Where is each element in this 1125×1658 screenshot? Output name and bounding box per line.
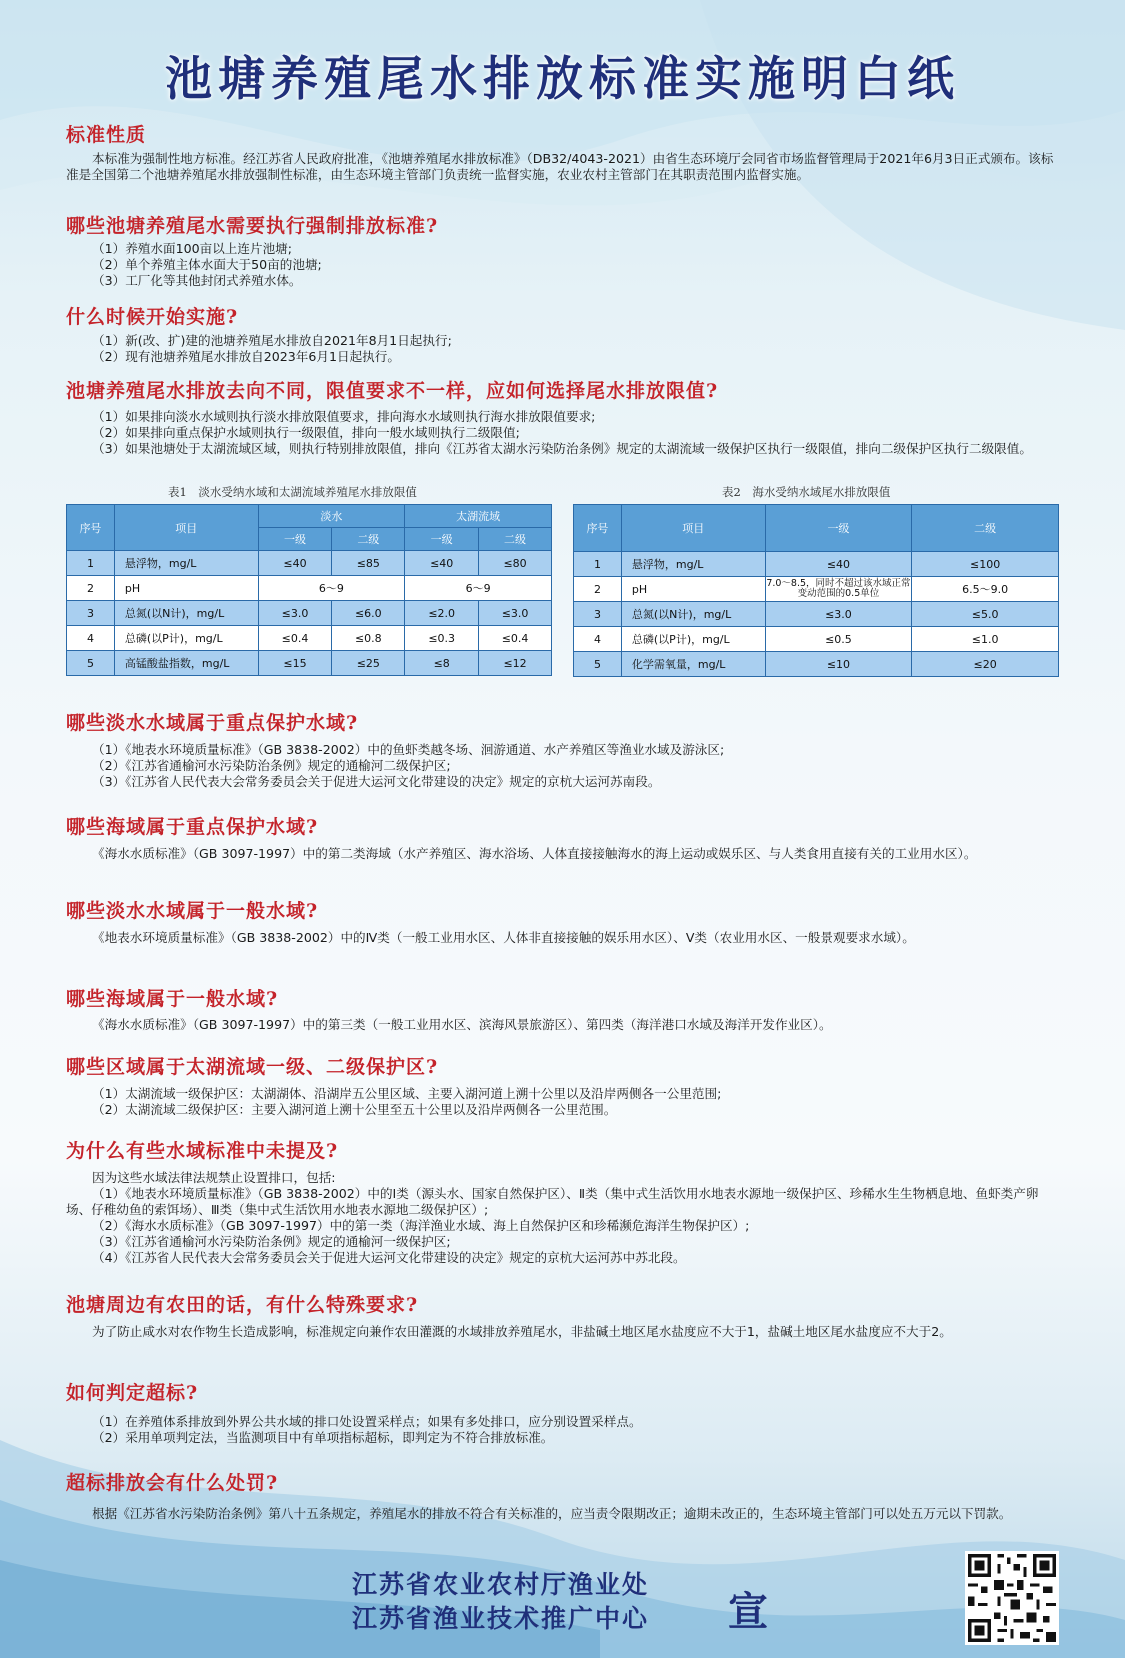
section-heading-nature: 标准性质 [66,124,147,146]
cell-no: 2 [574,577,622,602]
qr-code-icon[interactable] [965,1551,1059,1645]
table-row [574,552,1059,577]
list-item: （1）新(改、扩)建的池塘养殖尾水排放自2021年8月1日起执行; [92,333,452,348]
cell-no: 5 [67,651,115,676]
section-heading-exceed: 如何判定超标? [66,1382,199,1404]
cell-value: 6～9 [258,576,405,601]
col-header-level2: 二级 [912,505,1059,552]
cell-no: 4 [67,626,115,651]
table-row [574,627,1059,652]
list-item: （2）《海水水质标准》（GB 3097-1997）中的第一类（海洋渔业水域、海上自然保护区和珍稀濒危海洋生物保护区）; [92,1218,750,1233]
cell-value: ≤10 [765,652,912,677]
col-header-no: 序号 [67,505,115,551]
section-text: 《地表水环境质量标准》（GB 3838-2002）中的Ⅳ类（一般工业用水区、人体非直接接触的娱乐用水区）、Ⅴ类（农业用水区、一般景观要求水域）。 [92,930,915,945]
section-body-sea-general [66,1017,1060,1033]
cell-value: 7.0～8.5，同时不超过该水域正常变动范围的0.5单位 [765,577,912,602]
col-header-item: 项目 [114,505,258,551]
list-item: （1）太湖流域一级保护区：太湖湖体、沿湖岸五公里区域、主要入湖河道上溯十公里以及沿岸两侧各一公里范围; [92,1086,722,1101]
col-header-fresh: 淡水 [258,505,405,528]
cell-no: 2 [67,576,115,601]
section-body-nature [66,151,1060,183]
section-text: 《海水水质标准》（GB 3097-1997）中的第三类（一般工业用水区、滨海风景旅游区）、第四类（海洋港口水域及海洋开发作业区）。 [92,1017,832,1032]
cell-no: 1 [574,552,622,577]
footer-org2: 江苏省渔业技术推广中心 [352,1604,650,1633]
seawater-limits-table [573,504,1059,677]
list-item: （3）《江苏省人民代表大会常务委员会关于促进大运河文化带建设的决定》规定的京杭大运河苏南段。 [92,774,661,789]
table-row [67,551,552,576]
taihu-zones-list [66,1086,1060,1118]
cell-value: ≤80 [479,551,552,576]
freshwater-limits-table [66,504,552,676]
cell-no: 3 [574,602,622,627]
section-body-farmland [66,1324,1060,1340]
not-mentioned-intro [66,1170,1060,1186]
section-body-penalty [66,1506,1060,1522]
when-list [66,333,1060,365]
section-heading-fresh-key: 哪些淡水水域属于重点保护水域? [66,712,359,734]
col-header-level2: 二级 [479,528,552,551]
table-row [67,651,552,676]
list-item: （2）《江苏省通榆河水污染防治条例》规定的通榆河二级保护区; [92,758,451,773]
cell-value: ≤15 [258,651,332,676]
section-text: 根据《江苏省水污染防治条例》第八十五条规定，养殖尾水的排放不符合有关标准的，应当责令限期改正；逾期未改正的，生态环境主管部门可以处五万元以下罚款。 [92,1506,1012,1521]
cell-value: 6～9 [405,576,552,601]
section-heading-scope: 哪些池塘养殖尾水需要执行强制排放标准? [66,215,439,237]
section-text: 因为这些水域法律法规禁止设置排口，包括: [92,1170,336,1185]
cell-item: 化学需氧量，mg/L [621,652,765,677]
list-item: （3）《江苏省通榆河水污染防治条例》规定的通榆河一级保护区; [92,1234,451,1249]
col-header-no: 序号 [574,505,622,552]
cell-no: 5 [574,652,622,677]
cell-value: ≤0.4 [258,626,332,651]
cell-no: 4 [574,627,622,652]
cell-value: ≤40 [258,551,332,576]
cell-value: ≤12 [479,651,552,676]
col-header-level2: 二级 [332,528,405,551]
cell-no: 1 [67,551,115,576]
cell-value: ≤100 [912,552,1059,577]
section-heading-taihu-zones: 哪些区域属于太湖流域一级、二级保护区? [66,1056,439,1078]
cell-value: ≤3.0 [765,602,912,627]
cell-value: ≤1.0 [912,627,1059,652]
scope-list [66,241,1060,289]
list-item: （4）《江苏省人民代表大会常务委员会关于促进大运河文化带建设的决定》规定的京杭大运河苏中苏北段。 [92,1250,686,1265]
list-item: （1）《地表水环境质量标准》（GB 3838-2002）中的鱼虾类越冬场、洄游通道、水产养殖区等渔业水域及游泳区; [92,742,725,757]
cell-value: ≤0.5 [765,627,912,652]
cell-item: pH [621,577,765,602]
col-header-level1: 一级 [765,505,912,552]
cell-item: 高锰酸盐指数，mg/L [114,651,258,676]
cell-value: ≤40 [765,552,912,577]
cell-no: 3 [67,601,115,626]
list-item: （1）养殖水面100亩以上连片池塘; [92,241,293,256]
list-item: （2）单个养殖主体水面大于50亩的池塘; [92,257,322,272]
cell-item: 悬浮物，mg/L [621,552,765,577]
cell-value: ≤6.0 [332,601,405,626]
cell-item: 总氮(以N计)，mg/L [114,601,258,626]
table-row [67,576,552,601]
section-text: 本标准为强制性地方标准。经江苏省人民政府批准，《池塘养殖尾水排放标准》（DB32/4043-2021）由省生态环境厅会同省市场监督管理局于2021年6月3日正式颁布。该标准是全国第二个池塘养殖尾水排放强制性标准，由生态环境主管部门负责统一监督实施，农业农村主管部门在其职责范围内监督实施。 [66,151,1054,182]
cell-item: 悬浮物，mg/L [114,551,258,576]
table-row [67,626,552,651]
section-heading-sea-key: 哪些海域属于重点保护水域? [66,816,319,838]
section-text: 为了防止咸水对农作物生长造成影响，标准规定向兼作农田灌溉的水域排放养殖尾水，非盐碱土地区尾水盐度应不大于1，盐碱土地区尾水盐度应不大于2。 [92,1324,952,1339]
cell-value: ≤0.3 [405,626,479,651]
cell-value: ≤20 [912,652,1059,677]
section-heading-penalty: 超标排放会有什么处罚? [66,1472,279,1494]
page-title: 池塘养殖尾水排放标准实施明白纸 [165,52,960,107]
table-row [574,652,1059,677]
cell-value: ≤5.0 [912,602,1059,627]
cell-value: ≤25 [332,651,405,676]
section-text: 《海水水质标准》（GB 3097-1997）中的第二类海域（水产养殖区、海水浴场、人体直接接触海水的海上运动或娱乐区、与人类食用直接有关的工业用水区）。 [92,846,977,861]
col-header-level1: 一级 [258,528,332,551]
list-item: （3）如果池塘处于太湖流域区域，则执行特别排放限值，排向《江苏省太湖水污染防治条例》规定的太湖流域一级保护区执行一级限值，排向二级保护区执行二级限值。 [92,441,1032,456]
list-item: （3）工厂化等其他封闭式养殖水体。 [92,273,302,288]
section-heading-when: 什么时候开始实施? [66,306,239,328]
section-heading-sea-general: 哪些海域属于一般水域? [66,988,279,1010]
cell-value: ≤3.0 [258,601,332,626]
list-item: （2）采用单项判定法，当监测项目中有单项指标超标，即判定为不符合排放标准。 [92,1430,554,1445]
cell-item: 总磷(以P计)，mg/L [621,627,765,652]
list-item: （1）《地表水环境质量标准》（GB 3838-2002）中的Ⅰ类（源头水、国家自然保护区）、Ⅱ类（集中式生活饮用水地表水源地一级保护区、珍稀水生生物栖息地、鱼虾类产卵场、仔稚幼鱼的索饵场）、Ⅲ类（集中式生活饮用水地表水源地二级保护区）; [66,1186,1039,1217]
cell-value: ≤2.0 [405,601,479,626]
section-body-sea-key [66,846,1060,862]
limits-list [66,409,1060,457]
table-row [574,577,1059,602]
cell-value: ≤40 [405,551,479,576]
cell-item: 总磷(以P计)，mg/L [114,626,258,651]
table-row [574,602,1059,627]
table1-caption: 表1 淡水受纳水域和太湖流域养殖尾水排放限值 [168,485,417,499]
col-header-taihu: 太湖流域 [405,505,552,528]
table-row [67,601,552,626]
cell-item: pH [114,576,258,601]
list-item: （2）太湖流域二级保护区：主要入湖河道上溯十公里至五十公里以及沿岸两侧各一公里范围。 [92,1102,617,1117]
list-item: （2）现有池塘养殖尾水排放自2023年6月1日起执行。 [92,349,400,364]
list-item: （1）在养殖体系排放到外界公共水域的排口处设置采样点；如果有多处排口，应分别设置采样点。 [92,1414,642,1429]
cell-value: ≤0.4 [479,626,552,651]
cell-value: ≤0.8 [332,626,405,651]
col-header-item: 项目 [621,505,765,552]
exceed-list [66,1414,1060,1446]
cell-value: ≤8 [405,651,479,676]
section-heading-fresh-general: 哪些淡水水域属于一般水域? [66,900,319,922]
footer-publicity-mark: 宣 [728,1588,768,1635]
section-heading-limits: 池塘养殖尾水排放去向不同，限值要求不一样，应如何选择尾水排放限值? [66,380,719,402]
section-heading-farmland: 池塘周边有农田的话，有什么特殊要求? [66,1294,419,1316]
cell-value: 6.5～9.0 [912,577,1059,602]
section-body-fresh-general [66,930,1060,946]
list-item: （2）如果排向重点保护水域则执行一级限值，排向一般水域则执行二级限值; [92,425,520,440]
table2-caption: 表2 海水受纳水域尾水排放限值 [722,485,891,499]
col-header-level1: 一级 [405,528,479,551]
cell-item: 总氮(以N计)，mg/L [621,602,765,627]
footer-org1: 江苏省农业农村厅渔业处 [352,1570,650,1599]
cell-value: ≤85 [332,551,405,576]
fresh-key-list [66,742,1060,790]
footer-organizations [352,1568,649,1636]
not-mentioned-list [66,1186,1060,1266]
section-heading-not-mentioned: 为什么有些水域标准中未提及? [66,1140,339,1162]
list-item: （1）如果排向淡水水域则执行淡水排放限值要求，排向海水水域则执行海水排放限值要求; [92,409,596,424]
cell-value: ≤3.0 [479,601,552,626]
